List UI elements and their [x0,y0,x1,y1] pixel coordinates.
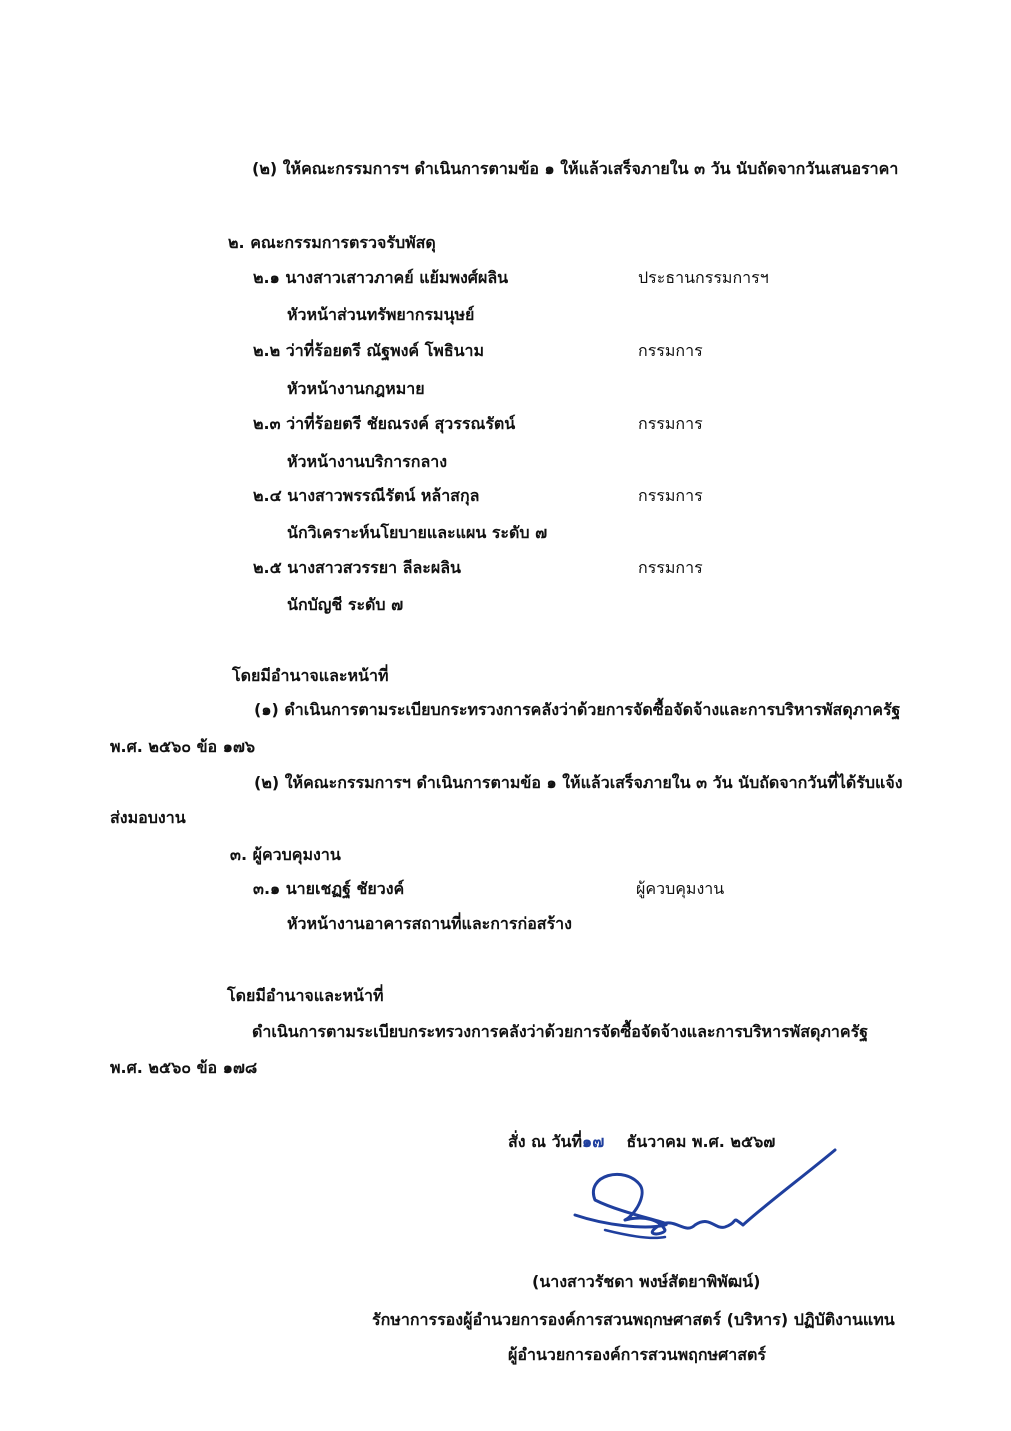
section1-item2: (๒) ให้คณะกรรมการฯ ดำเนินการตามข้อ ๑ ให้แล้วเสร็จภายใน ๓ วัน นับถัดจากวันเสนอราคา [252,159,899,178]
signature-image [565,1145,845,1255]
member-name: ๒.๒ ว่าที่ร้อยตรี ณัฐพงค์ โพธินาม [253,341,485,360]
member-position: หัวหน้าส่วนทรัพยากรมนุษย์ [287,305,475,324]
section3-duty-line1: ดำเนินการตามระเบียบกระทรวงการคลังว่าด้วยการจัดซื้อจัดจ้างและการบริหารพัสดุภาครัฐ [252,1022,869,1041]
section2-duty2-line1: (๒) ให้คณะกรรมการฯ ดำเนินการตามข้อ ๑ ให้แล้วเสร็จภายใน ๓ วัน นับถัดจากวันที่ได้รับแจ้ง [254,773,903,792]
section2-duty2-line2: ส่งมอบงาน [110,808,186,827]
signatory-title-line2: ผู้อำนวยการองค์การสวนพฤกษศาสตร์ [508,1345,766,1364]
section2-duties-heading: โดยมีอำนาจและหน้าที่ [232,666,389,685]
member-position: นักวิเคราะห์นโยบายและแผน ระดับ ๗ [287,523,548,542]
signatory-name: (นางสาวรัชดา พงษ์สัตยาพิพัฒน์) [532,1272,761,1291]
member-role: กรรมการ [638,558,703,577]
member-name: ๒.๓ ว่าที่ร้อยตรี ชัยณรงค์ สุวรรณรัตน์ [253,414,516,433]
section2-duty1-line2: พ.ศ. ๒๕๖๐ ข้อ ๑๗๖ [110,737,256,756]
section2-heading: ๒. คณะกรรมการตรวจรับพัสดุ [228,233,436,252]
section3-member-role: ผู้ควบคุมงาน [636,879,725,898]
section3-heading: ๓. ผู้ควบคุมงาน [230,845,341,864]
section3-member-position: หัวหน้างานอาคารสถานที่และการก่อสร้าง [287,914,572,933]
member-name: ๒.๕ นางสาวสวรรยา ลีละผลิน [253,558,461,577]
member-position: หัวหน้างานกฎหมาย [287,379,425,398]
order-date-month-year: ธันวาคม พ.ศ. ๒๕๖๗ [626,1132,776,1151]
member-position: หัวหน้างานบริการกลาง [287,452,448,471]
section3-member-name: ๓.๑ นายเชฏฐ์ ชัยวงค์ [253,879,405,898]
signatory-title-line1: รักษาการรองผู้อำนวยการองค์การสวนพฤกษศาสตร์ (บริหาร) ปฏิบัติงานแทน [372,1310,895,1329]
member-name: ๒.๔ นางสาวพรรณีรัตน์ หล้าสกุล [253,486,480,505]
order-date-prefix: สั่ง ณ วันที่ [508,1132,583,1151]
member-role: กรรมการ [638,414,703,433]
section3-duties-heading: โดยมีอำนาจและหน้าที่ [227,986,384,1005]
section2-duty1-line1: (๑) ดำเนินการตามระเบียบกระทรวงการคลังว่าด้วยการจัดซื้อจัดจ้างและการบริหารพัสดุภาครัฐ [254,700,901,719]
member-role: กรรมการ [638,341,703,360]
order-date-day: ๑๗ [582,1132,605,1151]
member-position: นักบัญชี ระดับ ๗ [287,595,404,614]
section3-duty-line2: พ.ศ. ๒๕๖๐ ข้อ ๑๗๘ [110,1058,258,1077]
member-role: ประธานกรรมการฯ [638,268,769,287]
member-name: ๒.๑ นางสาวเสาวภาคย์ แย้มพงศ์ผลิน [253,268,509,287]
member-role: กรรมการ [638,486,703,505]
